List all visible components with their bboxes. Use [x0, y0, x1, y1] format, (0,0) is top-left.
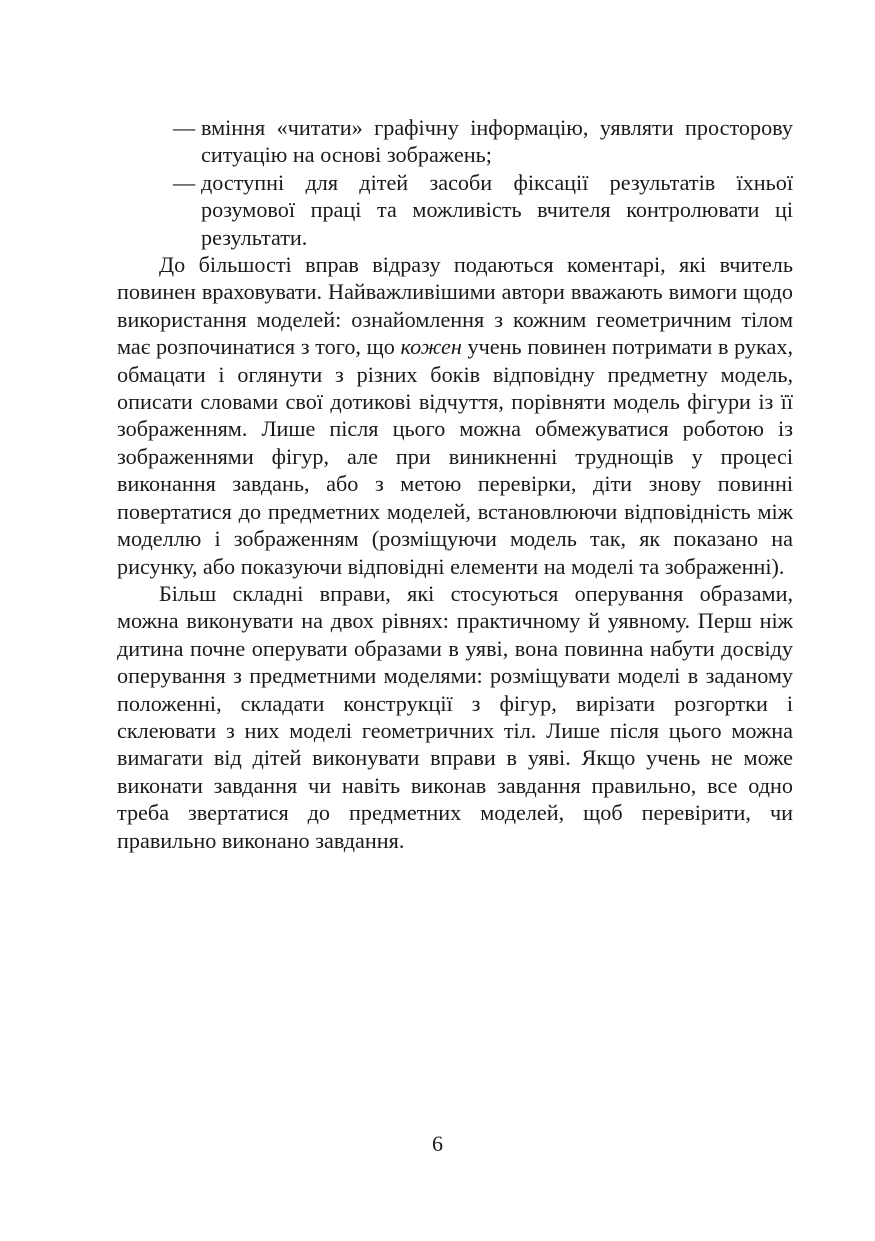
list-item-text: доступні для дітей засоби фіксації результатів їхньої розумової праці та можливість вчителя контролювати ці результати.: [201, 169, 793, 250]
paragraph-exercises: Більш складні вправи, які стосуються оперування образами, можна виконувати на двох рівнях: практичному й уявному. Перш ніж дитина почне оперувати образами в уяві, вона повинна набути досвіду оперування з предметними моделями: розміщувати моделі в заданому положенні, складати конструкції з фігур, вирізати розгортки і склеювати з них моделі геометричних тіл. Лише після цього можна вимагати від дітей виконувати вправи в уяві. Якщо учень не може виконати завдання чи навіть виконав завдання правильно, все одно треба звертатися до предметних моделей, щоб перевірити, чи правильно виконано завдання.: [117, 580, 793, 853]
dash-marker: —: [173, 169, 196, 195]
page-number: 6: [432, 1131, 443, 1156]
emphasis-word: кожен: [400, 334, 462, 360]
dash-marker: —: [173, 115, 196, 140]
paragraph-comments: [117, 251, 793, 580]
paragraph-text: учень повинен потримати в руках, обмацати і оглянути з різних боків відповідну предметну модель, описати словами свої дотикові відчуття, порівняти модель фігури із її зображенням. Лише після цього можна обмежуватися роботою із зображеннями фігур, але при виникненні труднощів у процесі виконання завдань, або з метою перевірки, діти знову повинні повертатися до предметних моделей, встановлюючи відповідність між моделлю і зображенням (розміщуючи модель так, як показано на рисунку, або показуючи відповідні елементи на моделі та зображенні).: [117, 334, 793, 579]
list-item-text: вміння «читати» графічну інформацію, уявляти просторову ситуацію на основі зображень;: [201, 115, 793, 168]
paragraph-text: До більшості вправ відразу подаються коментарі, які вчитель повинен враховувати. Найважливішими автори вважають вимоги щодо використання моделей: ознайомлення з кожним геометричним тілом має розпочинатися з того, що: [117, 252, 793, 360]
list-item: [117, 169, 793, 251]
page-body: [117, 114, 793, 854]
list-item: [117, 114, 793, 169]
